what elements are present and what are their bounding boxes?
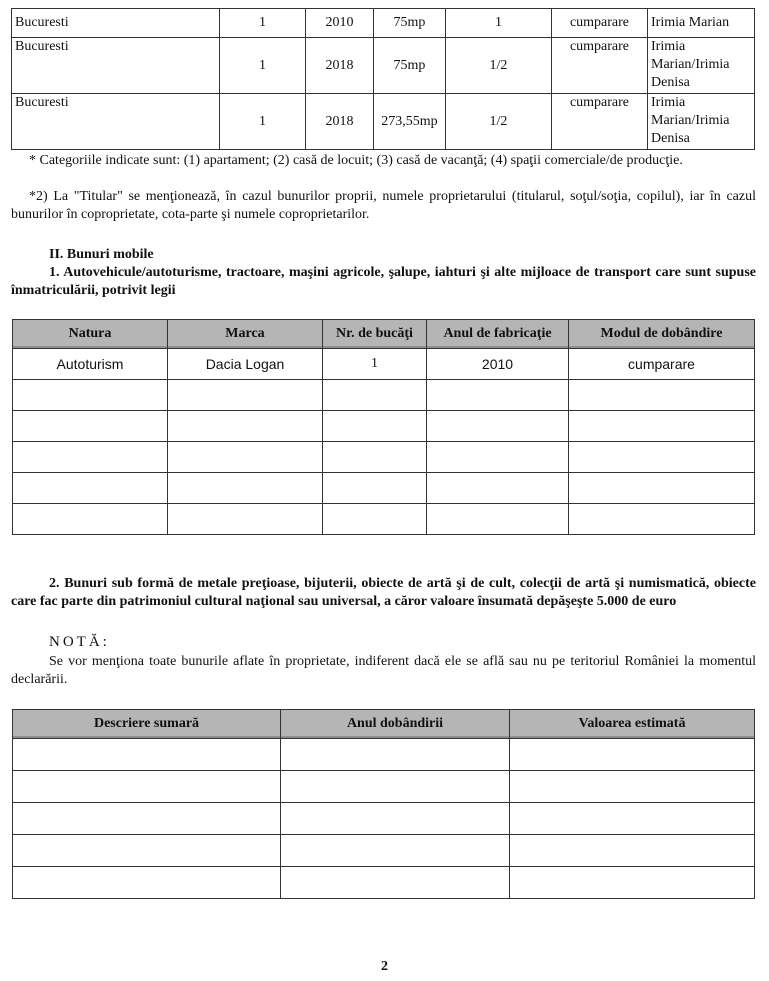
table-cell (13, 411, 168, 442)
table-cell (281, 739, 510, 771)
table-row (12, 38, 755, 94)
vehicles-table (12, 319, 755, 535)
table-cell (281, 867, 510, 899)
table-header-row (13, 710, 755, 739)
year-cell: 2018 (306, 94, 374, 150)
table-cell (13, 835, 281, 867)
table-cell (427, 442, 569, 473)
table-cell: Dacia Logan (168, 349, 323, 380)
table-cell (323, 504, 427, 535)
column-header: Anul dobândirii (281, 710, 510, 739)
table-cell (13, 803, 281, 835)
table-cell (427, 473, 569, 504)
table-row (13, 739, 755, 771)
nota-text: Se vor menţiona toate bunurile aflate în proprietate, indiferent dacă ele se află sau nu pe teritoriul României la momentul declarării. (11, 654, 756, 687)
titular-note: *2) La "Titular" se menţionează, în cazul bunurilor proprii, numele proprietarului (titularul, soţul/soţia, copilul), iar în cazul bunurilor în coproprietate, cota-parte şi numele coproprietarilor. (11, 189, 756, 222)
table-cell (510, 803, 755, 835)
table-cell (569, 442, 755, 473)
mode-cell: cumparare (552, 94, 648, 150)
table-cell (281, 803, 510, 835)
section-title: II. Bunuri mobile (49, 247, 154, 262)
table-cell (569, 411, 755, 442)
mode-cell: cumparare (552, 9, 648, 38)
table-cell (168, 442, 323, 473)
area-cell: 75mp (374, 38, 446, 94)
table-row (12, 9, 755, 38)
table-cell (569, 473, 755, 504)
share-cell: 1 (446, 9, 552, 38)
column-header: Anul de fabricaţie (427, 320, 569, 349)
column-header: Descriere sumară (13, 710, 281, 739)
table-cell (281, 835, 510, 867)
table-cell (323, 380, 427, 411)
table-cell (13, 739, 281, 771)
table-cell (13, 771, 281, 803)
table-row (13, 803, 755, 835)
page-number: 2 (381, 959, 388, 974)
table-cell: cumparare (569, 349, 755, 380)
share-cell: 1/2 (446, 38, 552, 94)
column-header: Modul de dobândire (569, 320, 755, 349)
table-cell (323, 442, 427, 473)
table-cell (323, 473, 427, 504)
area-cell: 75mp (374, 9, 446, 38)
table-row (12, 94, 755, 150)
table-cell: 2010 (427, 349, 569, 380)
year-cell: 2018 (306, 38, 374, 94)
table-cell (510, 867, 755, 899)
area-cell: 273,55mp (374, 94, 446, 150)
column-header: Valoarea estimată (510, 710, 755, 739)
table-row (13, 442, 755, 473)
table-cell (13, 504, 168, 535)
table-cell (13, 473, 168, 504)
valuables-heading: 2. Bunuri sub formă de metale preţioase, bijuterii, obiecte de artă şi de cult, colecţii de artă şi numismatică, obiecte care fac parte din patrimoniul cultural naţional sau universal, a căror valoare însumată depăşeşte 5.000 de euro (11, 576, 756, 609)
year-cell: 2010 (306, 9, 374, 38)
table-cell (427, 411, 569, 442)
table-row (13, 349, 755, 380)
share-cell: 1/2 (446, 94, 552, 150)
table-row (13, 867, 755, 899)
table-row (13, 411, 755, 442)
column-header: Natura (13, 320, 168, 349)
table-cell (281, 771, 510, 803)
table-cell (569, 380, 755, 411)
category-cell: 1 (220, 94, 306, 150)
table-row (13, 473, 755, 504)
address-cell: Bucuresti (12, 38, 220, 94)
table-cell (168, 411, 323, 442)
owner-cell: Irimia Marian/Irimia Denisa (648, 38, 755, 94)
table-cell (168, 380, 323, 411)
category-cell: 1 (220, 38, 306, 94)
owner-cell: Irimia Marian (648, 9, 755, 38)
table-row (13, 771, 755, 803)
vehicles-heading: 1. Autovehicule/autoturisme, tractoare, maşini agricole, şalupe, iahturi şi alte mijloace de transport care sunt supuse înmatriculării, potrivit legii (11, 265, 756, 298)
table-cell (323, 411, 427, 442)
address-cell: Bucuresti (12, 9, 220, 38)
table-cell (569, 504, 755, 535)
table-row (13, 504, 755, 535)
column-header: Marca (168, 320, 323, 349)
valuables-table (12, 709, 755, 899)
table-header-row (13, 320, 755, 349)
table-cell (13, 380, 168, 411)
table-row (13, 835, 755, 867)
immovables-table (11, 8, 755, 150)
table-cell (427, 504, 569, 535)
table-cell (510, 835, 755, 867)
category-cell: 1 (220, 9, 306, 38)
table-cell (168, 504, 323, 535)
mode-cell: cumparare (552, 38, 648, 94)
table-cell (510, 771, 755, 803)
owner-cell: Irimia Marian/Irimia Denisa (648, 94, 755, 150)
categories-note: * Categoriile indicate sunt: (1) apartament; (2) casă de locuit; (3) casă de vacanţă; (4) spaţii comerciale/de producţie. (29, 153, 683, 168)
table-cell (13, 442, 168, 473)
table-cell (427, 380, 569, 411)
table-cell (510, 739, 755, 771)
table-cell (168, 473, 323, 504)
table-cell: 1 (323, 349, 427, 380)
table-cell (13, 867, 281, 899)
column-header: Nr. de bucăţi (323, 320, 427, 349)
address-cell: Bucuresti (12, 94, 220, 150)
table-cell: Autoturism (13, 349, 168, 380)
table-row (13, 380, 755, 411)
nota-label: NOTĂ: (49, 634, 110, 650)
